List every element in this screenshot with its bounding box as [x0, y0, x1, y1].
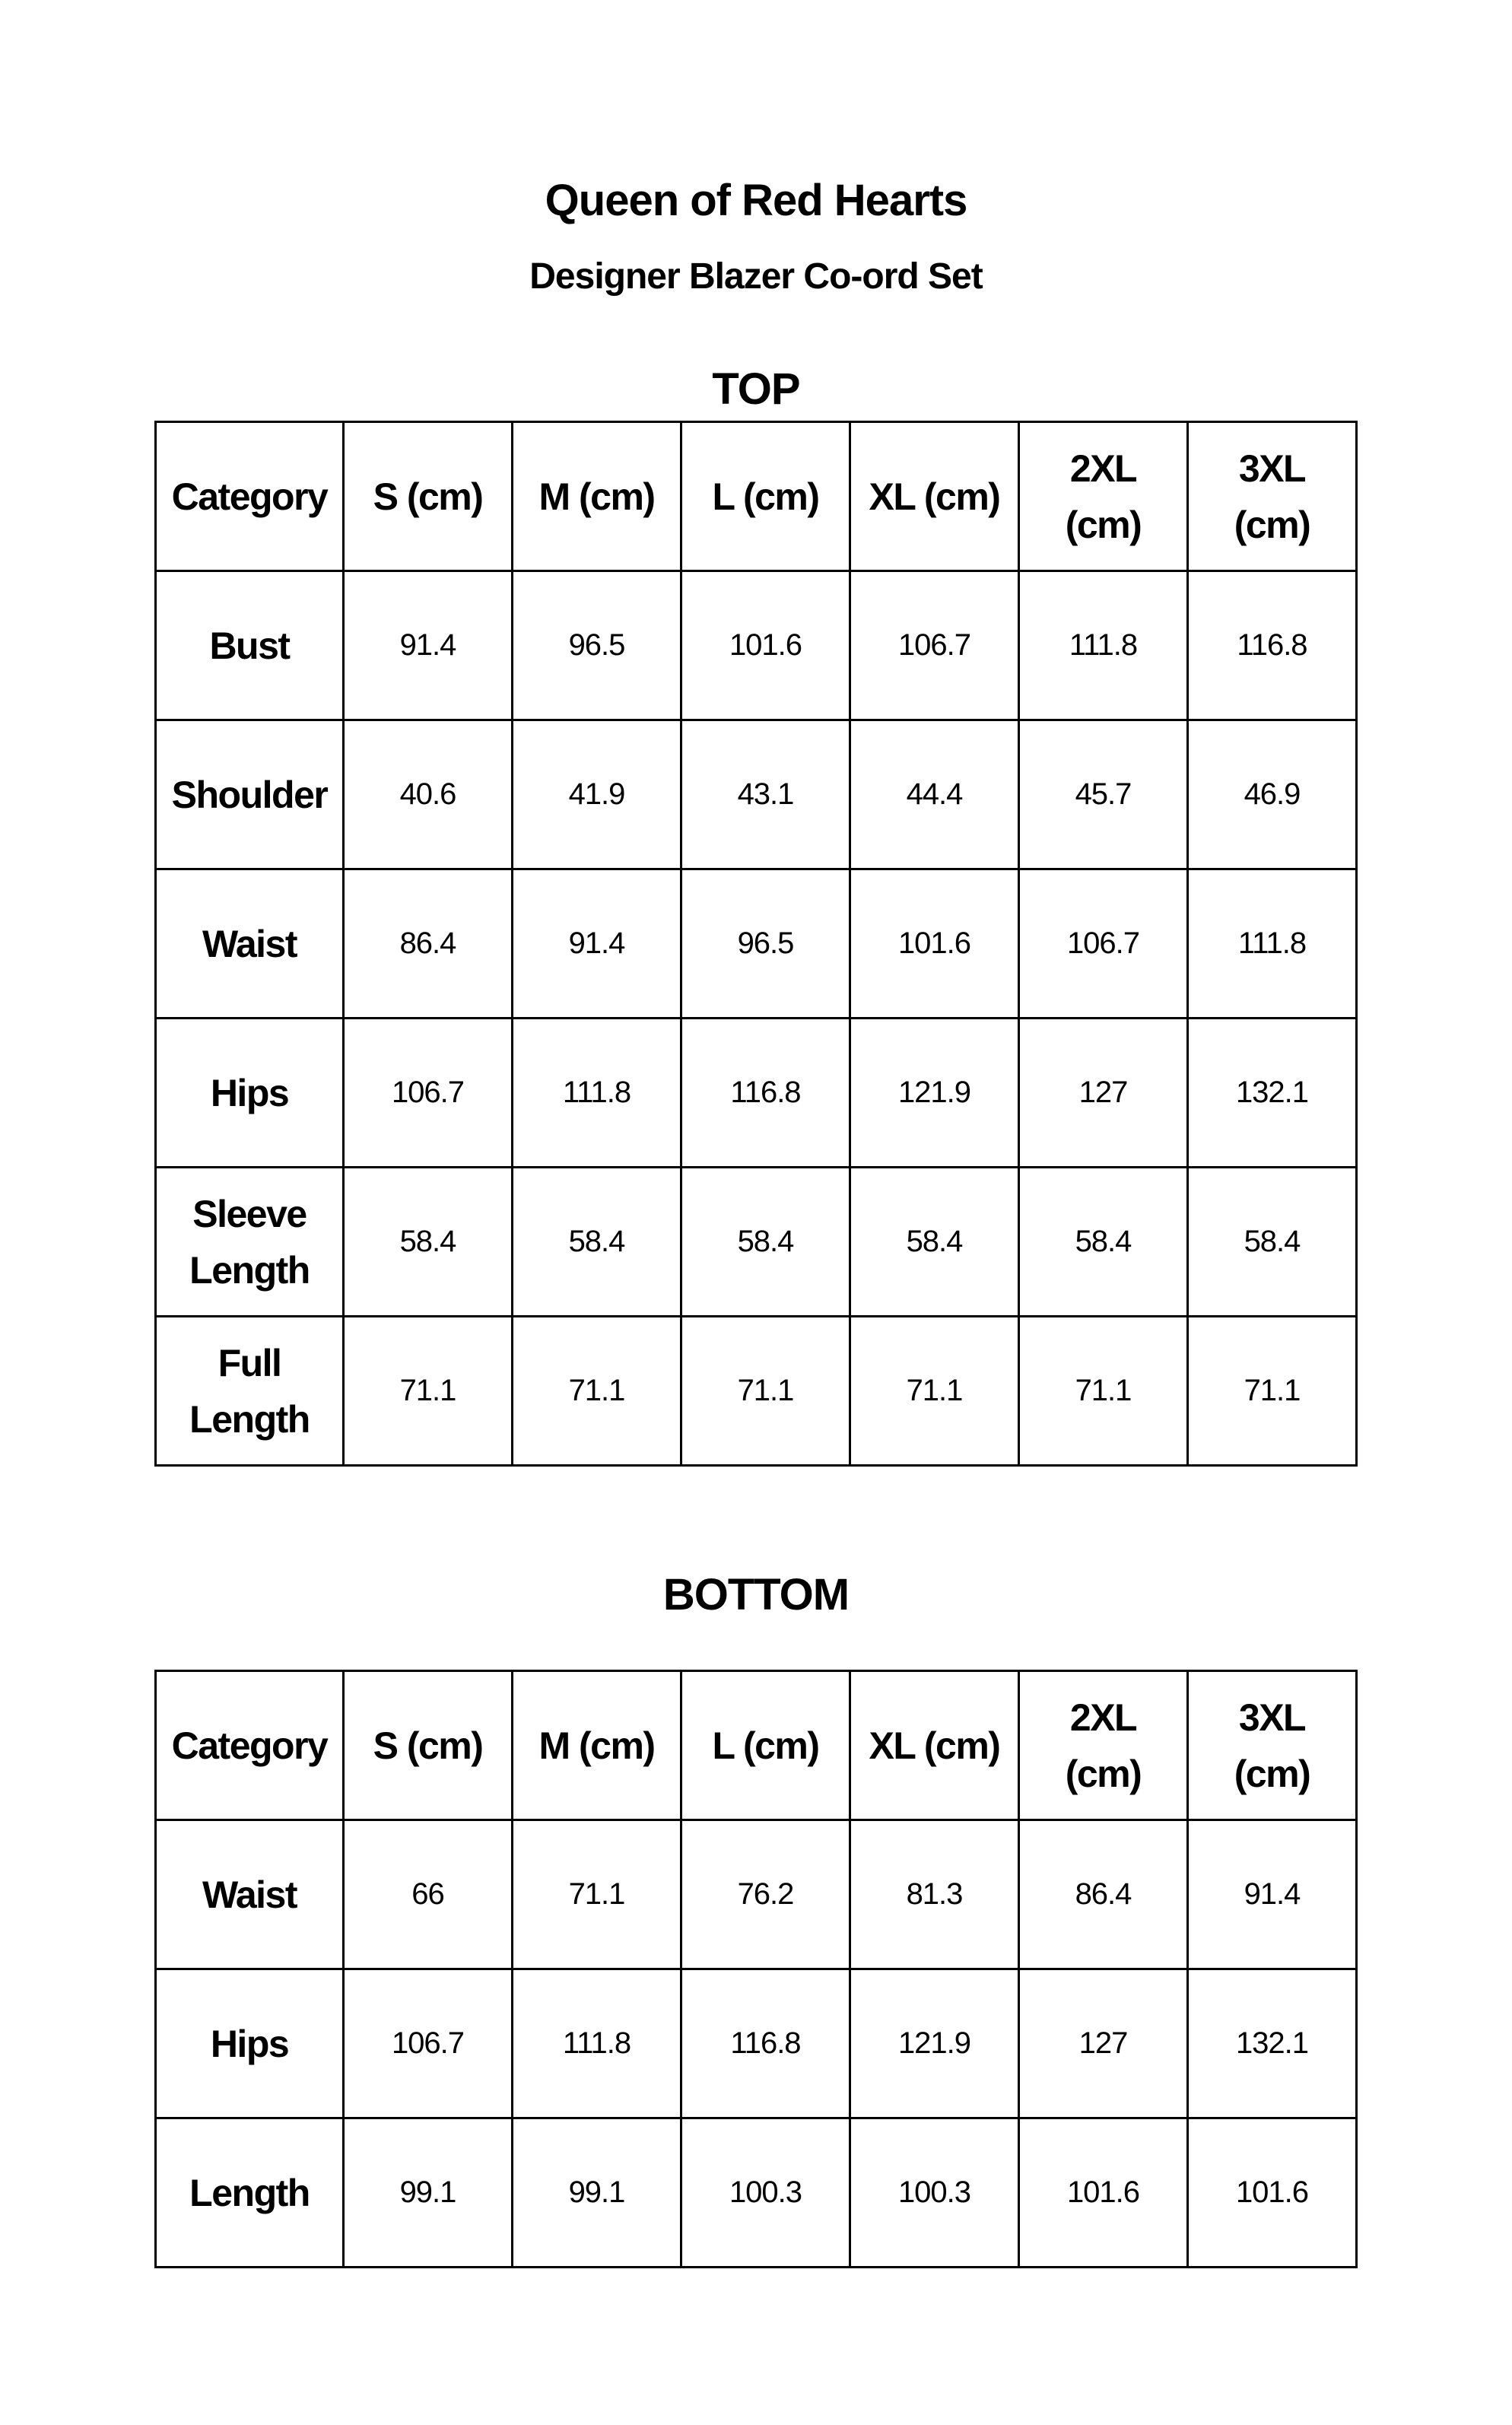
column-header-s: S (cm) [344, 422, 513, 571]
table-cell: 86.4 [1019, 1820, 1188, 1969]
table-cell: 71.1 [344, 1317, 513, 1466]
table-header-row [156, 422, 1357, 571]
table-cell: 99.1 [513, 2118, 681, 2268]
table-cell: 96.5 [513, 571, 681, 720]
table-cell: 71.1 [1019, 1317, 1188, 1466]
table-cell: 132.1 [1188, 1019, 1357, 1168]
table-cell: 106.7 [850, 571, 1019, 720]
table-header-row [156, 1671, 1357, 1820]
page-title: Queen of Red Hearts [545, 176, 967, 225]
table-row [156, 869, 1357, 1019]
table-cell: 116.8 [681, 1019, 850, 1168]
table-cell: 71.1 [1188, 1317, 1357, 1466]
table-cell: 106.7 [1019, 869, 1188, 1019]
row-label: Shoulder [156, 720, 344, 869]
table-row [156, 1019, 1357, 1168]
table-row [156, 1820, 1357, 1969]
table-cell: 100.3 [850, 2118, 1019, 2268]
row-label: Sleeve Length [156, 1168, 344, 1317]
table-row [156, 720, 1357, 869]
row-label: Full Length [156, 1317, 344, 1466]
table-cell: 121.9 [850, 1019, 1019, 1168]
table-cell: 96.5 [681, 869, 850, 1019]
table-cell: 41.9 [513, 720, 681, 869]
table-cell: 101.6 [1188, 2118, 1357, 2268]
table-cell: 111.8 [1188, 869, 1357, 1019]
table-row [156, 1317, 1357, 1466]
column-header-2xl: 2XL (cm) [1019, 422, 1188, 571]
table-cell: 86.4 [344, 869, 513, 1019]
table-cell: 58.4 [344, 1168, 513, 1317]
bottom-size-table [154, 1670, 1358, 2268]
table-row [156, 1168, 1357, 1317]
table-cell: 58.4 [1188, 1168, 1357, 1317]
table-cell: 44.4 [850, 720, 1019, 869]
table-cell: 76.2 [681, 1820, 850, 1969]
table-cell: 121.9 [850, 1969, 1019, 2118]
column-header-xl: XL (cm) [850, 422, 1019, 571]
table-cell: 45.7 [1019, 720, 1188, 869]
table-cell: 99.1 [344, 2118, 513, 2268]
table-cell: 111.8 [513, 1969, 681, 2118]
row-label: Hips [156, 1019, 344, 1168]
table-cell: 43.1 [681, 720, 850, 869]
column-header-m: M (cm) [513, 1671, 681, 1820]
table-cell: 132.1 [1188, 1969, 1357, 2118]
table-row [156, 2118, 1357, 2268]
table-row [156, 1969, 1357, 2118]
top-size-table [154, 421, 1358, 1467]
column-header-l: L (cm) [681, 1671, 850, 1820]
table-cell: 40.6 [344, 720, 513, 869]
row-label: Hips [156, 1969, 344, 2118]
column-header-3xl: 3XL (cm) [1188, 1671, 1357, 1820]
table-cell: 91.4 [344, 571, 513, 720]
table-cell: 58.4 [850, 1168, 1019, 1317]
table-cell: 106.7 [344, 1019, 513, 1168]
top-section-heading: TOP [712, 364, 800, 414]
column-header-s: S (cm) [344, 1671, 513, 1820]
table-cell: 101.6 [681, 571, 850, 720]
table-cell: 127 [1019, 1019, 1188, 1168]
table-cell: 58.4 [1019, 1168, 1188, 1317]
table-cell: 101.6 [850, 869, 1019, 1019]
table-cell: 91.4 [1188, 1820, 1357, 1969]
table-cell: 71.1 [513, 1820, 681, 1969]
table-cell: 58.4 [681, 1168, 850, 1317]
column-header-category: Category [156, 422, 344, 571]
column-header-2xl: 2XL (cm) [1019, 1671, 1188, 1820]
table-cell: 111.8 [1019, 571, 1188, 720]
table-row [156, 571, 1357, 720]
table-cell: 100.3 [681, 2118, 850, 2268]
table-cell: 106.7 [344, 1969, 513, 2118]
table-cell: 71.1 [850, 1317, 1019, 1466]
column-header-category: Category [156, 1671, 344, 1820]
column-header-3xl: 3XL (cm) [1188, 422, 1357, 571]
table-cell: 58.4 [513, 1168, 681, 1317]
table-cell: 127 [1019, 1969, 1188, 2118]
table-cell: 111.8 [513, 1019, 681, 1168]
table-cell: 116.8 [681, 1969, 850, 2118]
bottom-section-heading: BOTTOM [662, 1570, 850, 1619]
table-cell: 91.4 [513, 869, 681, 1019]
column-header-xl: XL (cm) [850, 1671, 1019, 1820]
column-header-m: M (cm) [513, 422, 681, 571]
table-cell: 71.1 [681, 1317, 850, 1466]
row-label: Waist [156, 1820, 344, 1969]
row-label: Waist [156, 869, 344, 1019]
table-cell: 71.1 [513, 1317, 681, 1466]
table-cell: 81.3 [850, 1820, 1019, 1969]
column-header-l: L (cm) [681, 422, 850, 571]
table-cell: 101.6 [1019, 2118, 1188, 2268]
table-cell: 116.8 [1188, 571, 1357, 720]
table-cell: 46.9 [1188, 720, 1357, 869]
page-subtitle: Designer Blazer Co-ord Set [529, 256, 983, 297]
table-cell: 66 [344, 1820, 513, 1969]
row-label: Bust [156, 571, 344, 720]
row-label: Length [156, 2118, 344, 2268]
